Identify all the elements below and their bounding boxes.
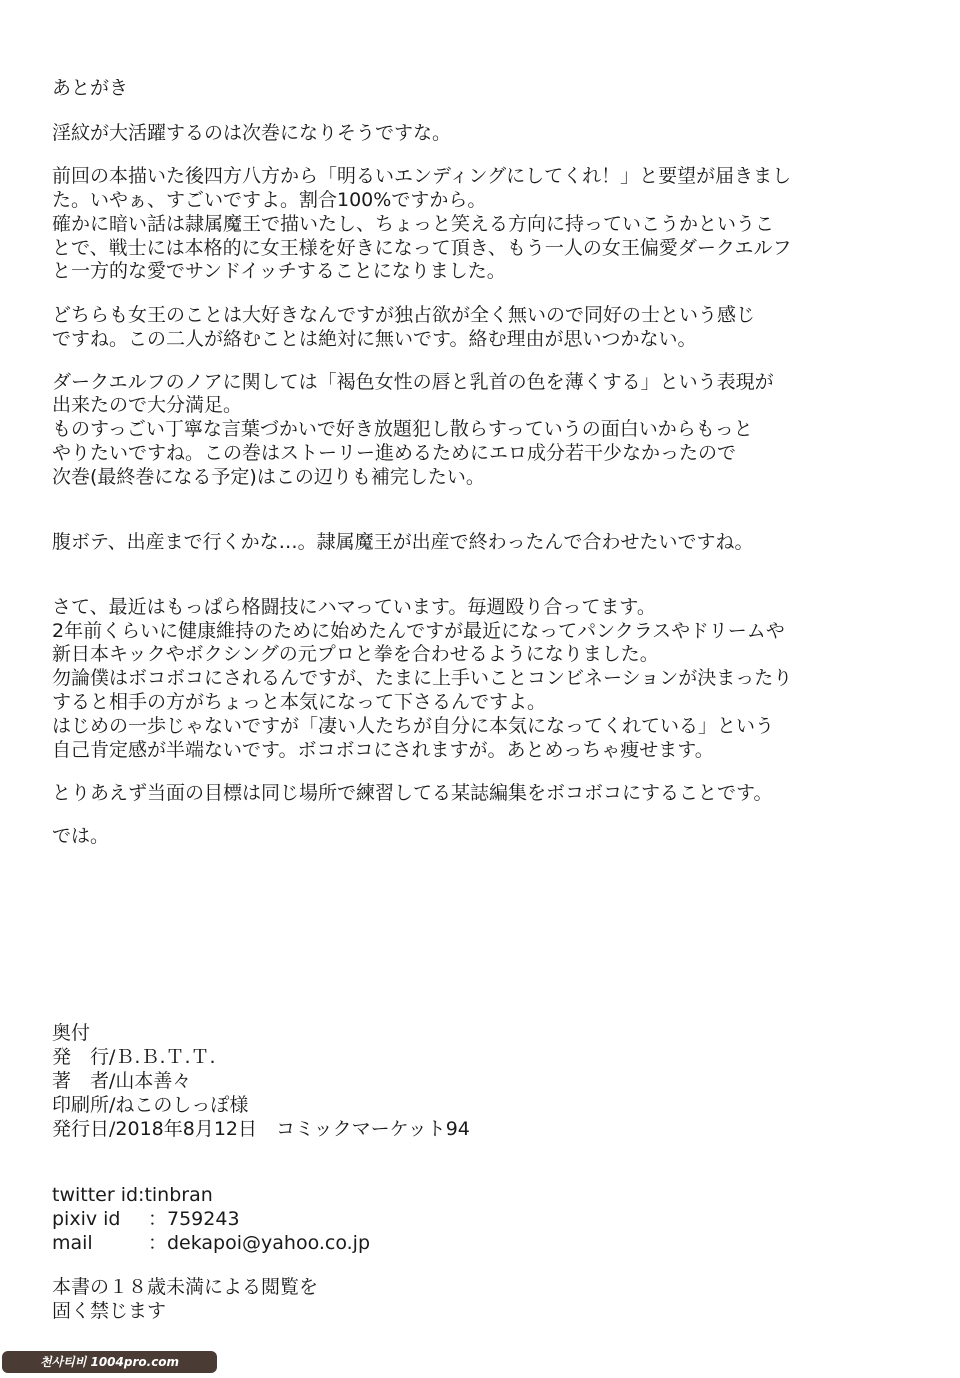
colophon-date: 発行日/2018年8月12日 コミックマーケット94 [52,1118,470,1140]
afterword-line: とで、戦士には本格的に女王様を好きになって頂き、もう一人の女王偏愛ダークエルフ [52,237,792,259]
afterword-line: 勿論僕はボコボコにされるんですが、たまに上手いことコンビネーションが決まったり [52,667,793,689]
twitter-id: twitter id:tinbran [52,1184,213,1206]
afterword-line: はじめの一歩じゃないですが「凄い人たちが自分に本気になってくれている」という [52,715,775,737]
afterword-line: た。いやぁ、すごいですよ。割合100%ですから。 [52,189,487,211]
colophon-publisher: 発 行/Ｂ.Ｂ.Ｔ.Ｔ. [52,1046,216,1068]
afterword-line: やりたいですね。この巻はストーリー進めるためにエロ成分若干少なかったので [52,442,737,464]
watermark-badge: 천사티비 1004pro.com [2,1351,217,1373]
afterword-line: 新日本キックやボクシングの元プロと拳を合わせるようになりました。 [52,643,659,665]
mail-label: mail [52,1232,93,1254]
mail-value: ：dekapoi@yahoo.co.jp [148,1232,371,1254]
afterword-line: 2年前くらいに健康維持のために始めたんですが最近になってパンクラスやドリームや [52,620,785,642]
afterword-line: ものすっごい丁寧な言葉づかいで好き放題犯し散らすっていうの面白いからもっと [52,418,753,440]
age-notice-line-2: 固く禁じます [52,1300,167,1322]
afterword-closing: では。 [52,825,110,847]
afterword-line: さて、最近はもっぱら格闘技にハマっています。毎週殴り合ってます。 [52,596,656,618]
colophon-heading: 奥付 [52,1022,91,1044]
afterword-heading: あとがき [52,77,129,99]
afterword-line: 淫紋が大活躍するのは次巻になりそうですな。 [52,122,452,144]
pixiv-id-row [52,1207,240,1231]
afterword-line: 次巻(最終巻になる予定)はこの辺りも補完したい。 [52,466,485,488]
afterword-line: と一方的な愛でサンドイッチすることになりました。 [52,260,506,282]
afterword-line: ですね。この二人が絡むことは絶対に無いです。絡む理由が思いつかない。 [52,328,697,350]
colophon-author: 著 者/山本善々 [52,1070,192,1092]
colophon-printer: 印刷所/ねこのしっぽ様 [52,1094,249,1116]
afterword-line: ダークエルフのノアに関しては「褐色女性の唇と乳首の色を薄くする」という表現が [52,371,774,393]
afterword-line: どちらも女王のことは大好きなんですが独占欲が全く無いので同好の士という感じ [52,304,756,326]
afterword-line: 腹ボテ、出産まで行くかな…。隷属魔王が出産で終わったんで合わせたいですね。 [52,531,754,553]
afterword-line: とりあえず当面の目標は同じ場所で練習してる某誌編集をボコボコにすることです。 [52,782,773,804]
afterword-line: 確かに暗い話は隷属魔王で描いたし、ちょっと笑える方向に持っていこうかというこ [52,213,775,235]
pixiv-id-value: ：759243 [148,1208,240,1230]
age-notice-line-1: 本書の１８歳未満による閲覧を [52,1276,319,1298]
afterword-line: 前回の本描いた後四方八方から「明るいエンディングにしてくれ！」と要望が届きまし [52,165,792,187]
afterword-line: 出来たので大分満足。 [52,394,243,416]
afterword-line: すると相手の方がちょっと本気になって下さるんですよ。 [52,691,547,713]
afterword-line: 自己肯定感が半端ないです。ボコボコにされますが。あとめっちゃ痩せます。 [52,739,714,761]
mail-row [52,1231,370,1255]
pixiv-id-label: pixiv id [52,1208,121,1230]
